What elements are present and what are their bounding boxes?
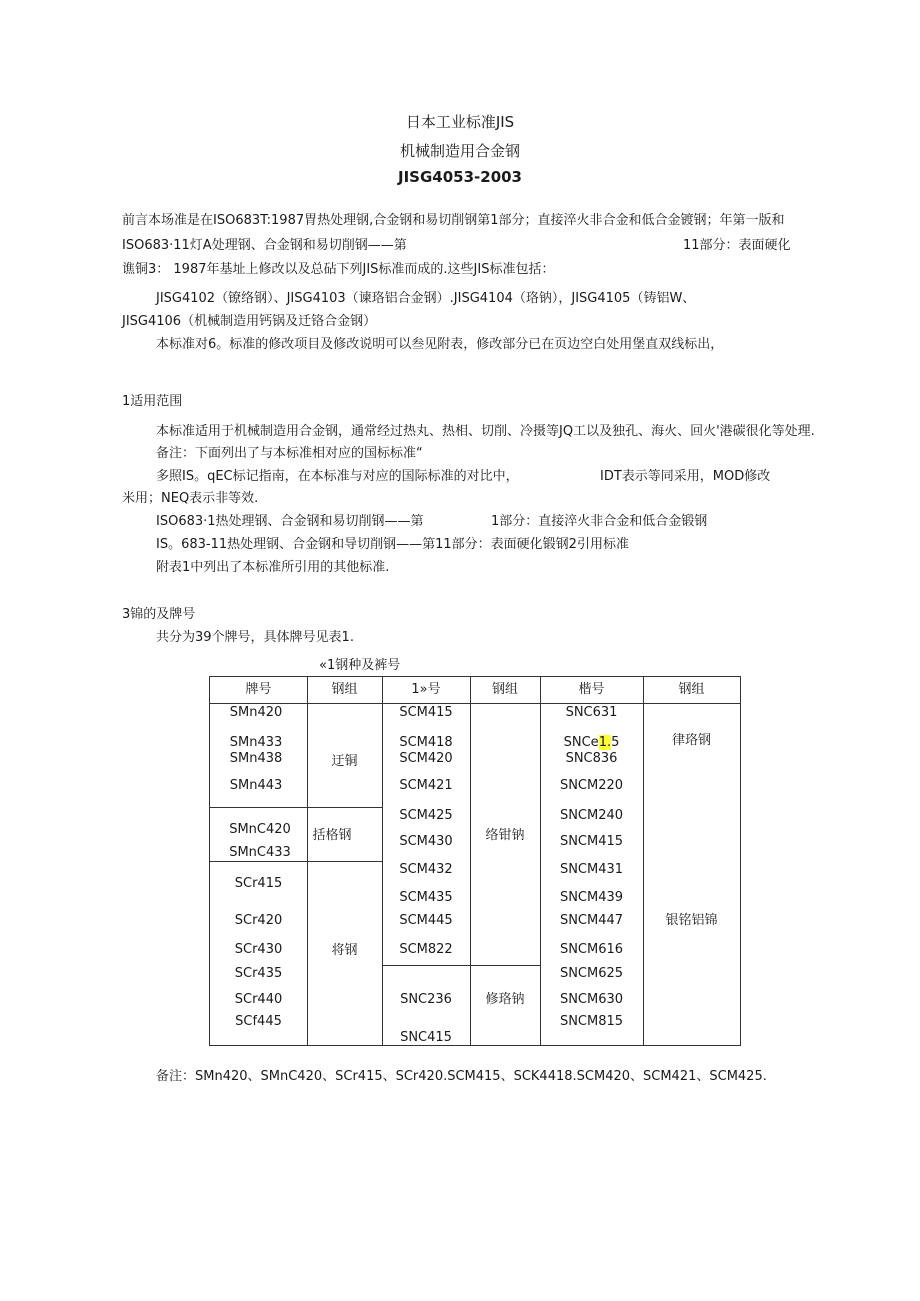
preface-line-3: 谯铜3： 1987年基址上修改以及总砧下列JIS标准而成的.这些JIS标准包括： [122, 262, 555, 277]
grade-cell: SNCM415 [559, 834, 624, 849]
grade-cell: SCr440 [234, 992, 283, 1007]
grade-cell: SMn433 [229, 735, 283, 750]
grade-cell: SNCM815 [559, 1014, 624, 1029]
section-1-line-3a: 多照IS。qEC标记指南，在本标准与对应的国际标准的对比中， [156, 469, 519, 484]
steel-group-cell: 络钳钠 [485, 828, 525, 843]
grade-cell: SMn443 [229, 778, 283, 793]
grade-text: SNCe [563, 735, 599, 750]
preface-line-1: 前言本场准是在ISO683T:1987胃热处理钢,合金钢和易切削钢第1部分；直接淬火非合金和低合金镀钢；年第一版和 [122, 213, 785, 228]
grade-cell: SMn438 [229, 751, 283, 766]
table-header: 1»号 [411, 682, 441, 697]
grade-cell: SNCM616 [559, 942, 624, 957]
doc-title-code: JISG4053-2003 [398, 168, 522, 186]
grade-cell: SCM435 [399, 890, 453, 905]
table-caption: «1钢种及裤号 [319, 658, 401, 673]
doc-title-name: 机械制造用合金钢 [399, 142, 520, 160]
table-header: 钢组 [678, 682, 705, 697]
preface-line-2b: 11部分：表面硬化 [683, 238, 791, 253]
grade-cell: SNCM220 [559, 778, 624, 793]
grade-cell: SMnC420 [229, 822, 291, 837]
steel-group-cell: 括格钢 [312, 828, 352, 843]
section-3-heading: 3锦的及牌号 [122, 607, 196, 622]
steel-group-cell: 迂铜 [331, 754, 358, 769]
table-footnote: 备注：SMn420、SMnC420、SCr415、SCr420.SCM415、SCK4418.SCM420、SCM421、SCM425. [156, 1069, 767, 1084]
section-1-line-3b: IDT表示等同采用，MOD修改 [600, 469, 771, 484]
steel-group-cell: 律珞钢 [671, 733, 711, 748]
highlight-mark: 1. [598, 735, 612, 750]
section-1-line-2: 备注：下面列出了与本标准相对应的国标标准“ [156, 446, 423, 461]
grade-text: 5 [611, 735, 620, 750]
grade-cell: SCM418 [399, 735, 453, 750]
grade-cell: SMnC433 [229, 845, 291, 860]
grade-cell: SNCM240 [559, 808, 624, 823]
grade-cell: SCr420 [234, 913, 283, 928]
grade-cell: SCr415 [234, 876, 283, 891]
grade-cell: SNC836 [565, 751, 618, 766]
grade-cell: SCM432 [399, 862, 453, 877]
preface-line-5: JISG4106（机械制造用钙锅及迁铬合金钢） [122, 314, 377, 329]
table-header: 钢组 [331, 682, 358, 697]
section-1-line-5a: ISO683·1热处理钢、合金钢和易切削钢——第 [156, 514, 424, 529]
grade-cell: SNC415 [400, 1030, 452, 1045]
preface-line-6: 本标准对6。标准的修改项目及修改说明可以叁见附表，修改部分已在页边空白处用堡直双线标出， [156, 337, 724, 352]
steel-group-cell: 银铭铝锦 [665, 913, 718, 928]
grade-cell: SNCM625 [559, 966, 624, 981]
table-header: 钢组 [491, 682, 518, 697]
grade-cell: SMn420 [229, 705, 283, 720]
preface-line-2a: ISO683·11灯A处理钢、合金钢和易切削钢——第 [122, 238, 407, 253]
section-1-heading: 1适用范围 [122, 394, 183, 409]
grade-cell: SCr435 [234, 966, 283, 981]
grade-cell: SNCM431 [559, 862, 624, 877]
section-1-line-7: 附表1中列出了本标准所引用的其他标准. [156, 560, 390, 575]
grade-cell: SNCM447 [559, 913, 624, 928]
steel-grade-table [209, 676, 741, 1046]
section-1-line-1: 本标准适用于机械制造用合金钢，通常经过热丸、热相、切削、冷摄等JQ工以及独孔、海火、回火'港碳很化等处理. [156, 424, 815, 439]
section-3-line-1: 共分为39个牌号，具体牌号见表1. [156, 630, 354, 645]
grade-cell: SCr430 [234, 942, 283, 957]
grade-cell: SCM415 [399, 705, 453, 720]
preface-line-4: JISG4102（镣络钢）、JISG4103（谏珞铝合金钢）.JISG4104（珞钠），JISG4105（铸铝W、 [156, 291, 696, 306]
grade-cell: SNC631 [565, 705, 618, 720]
grade-cell: SCf445 [235, 1014, 282, 1029]
grade-cell: SNCM630 [559, 992, 624, 1007]
section-1-line-5b: 1部分：直接淬火非合金和低合金锻钢 [491, 514, 708, 529]
steel-group-cell: 修珞钠 [485, 992, 525, 1007]
grade-cell: SNCM439 [559, 890, 624, 905]
grade-cell: SCM425 [399, 808, 453, 823]
section-1-line-6: IS。683-11热处理钢、合金钢和导切削钢——第11部分：表面硬化锻钢2引用标准 [156, 537, 629, 552]
grade-cell: SCM430 [399, 834, 453, 849]
table-header: 牌号 [245, 682, 272, 697]
steel-group-cell: 将钢 [331, 943, 358, 958]
grade-cell: SCM421 [399, 778, 453, 793]
table-header: 楷号 [578, 682, 605, 697]
grade-cell: SCM445 [399, 913, 453, 928]
section-1-line-4: 米用；NEQ表示非等效. [122, 491, 259, 506]
grade-cell: SNC236 [400, 992, 452, 1007]
grade-cell: SCM822 [399, 942, 453, 957]
grade-cell: SCM420 [399, 751, 453, 766]
doc-title-standard: 日本工业标准JIS [405, 113, 515, 131]
